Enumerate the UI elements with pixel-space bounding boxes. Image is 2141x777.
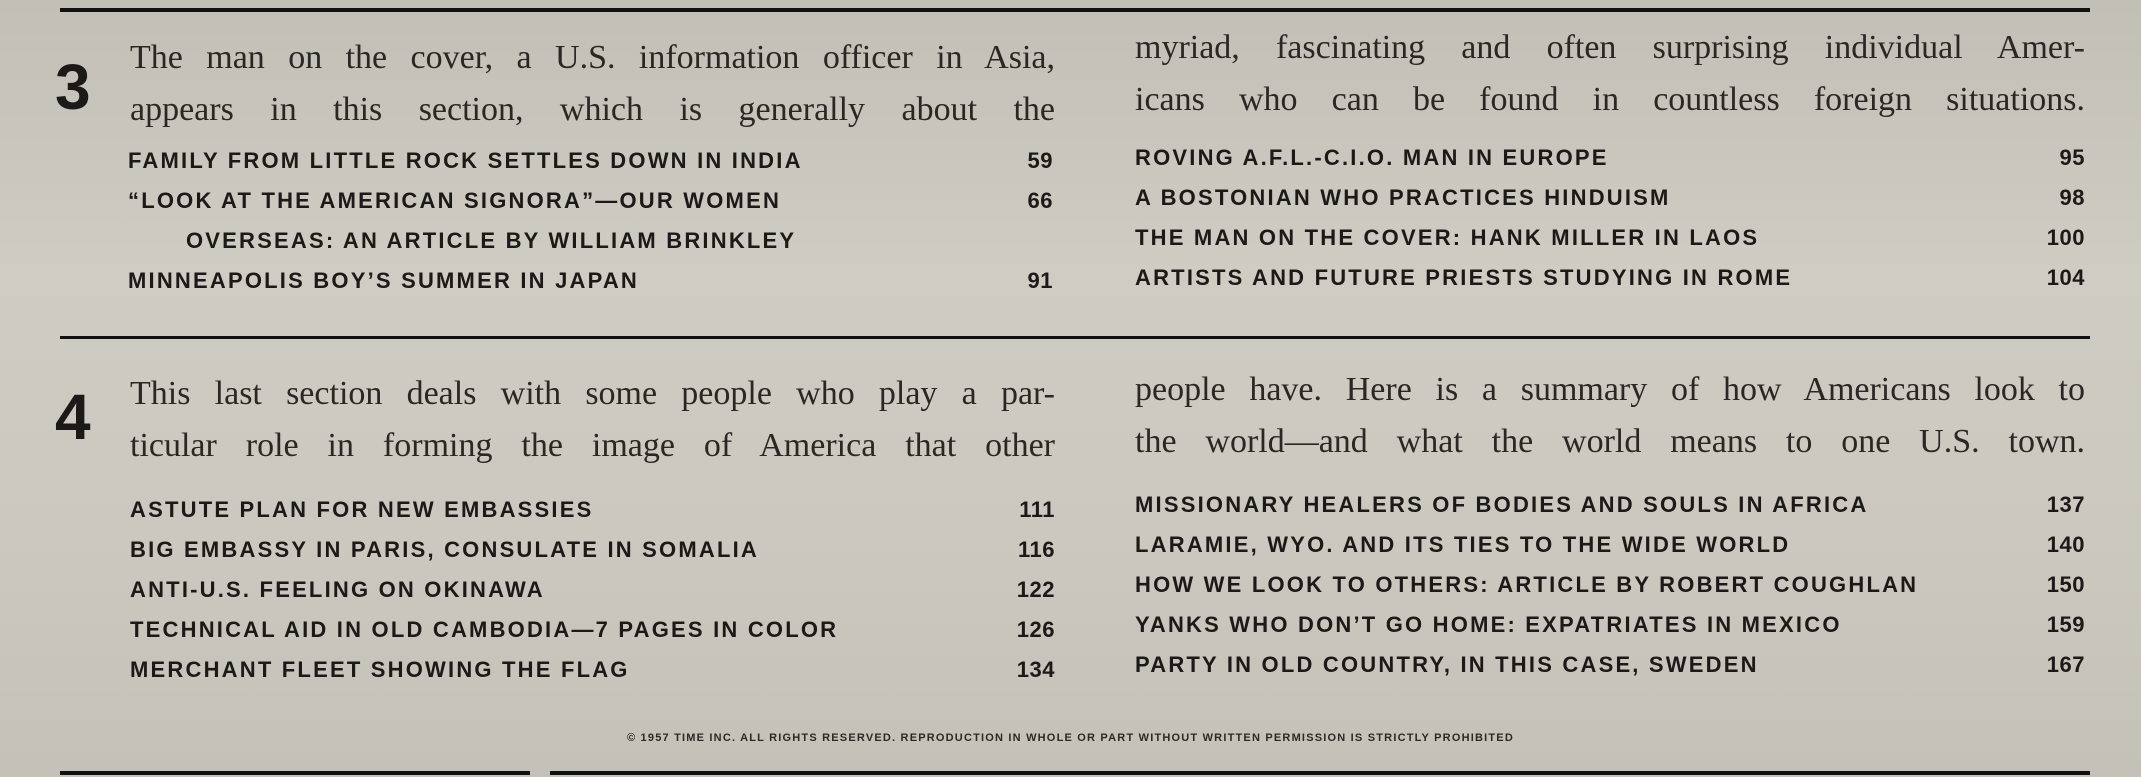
list-item [128,141,1053,181]
list-item [1135,525,2085,565]
list-item [128,181,1053,221]
list-item [1135,565,2085,605]
intro-line: people have. Here is a summary of how Americans look to [1135,371,2085,408]
page-number: 116 [1018,537,1055,562]
article-title: MINNEAPOLIS BOY’S SUMMER IN JAPAN [128,268,640,293]
page-number: 100 [2046,225,2085,250]
section-4-number: 4 [55,381,91,453]
list-item [128,221,1053,261]
list-item [130,610,1055,650]
list-item [1135,258,2085,298]
page-number: 59 [1027,148,1053,173]
list-item [130,530,1055,570]
article-title: YANKS WHO DON’T GO HOME: EXPATRIATES IN MEXICO [1135,612,1842,637]
section-4-intro-right [1135,364,2085,468]
article-title: ANTI-U.S. FEELING ON OKINAWA [130,577,545,602]
section-divider-rule [60,336,2090,339]
page-number: 95 [2059,145,2085,170]
article-title: ARTISTS AND FUTURE PRIESTS STUDYING IN ROME [1135,265,1793,290]
page-number: 126 [1016,617,1055,642]
intro-line: ticular role in forming the image of America that other [130,427,1055,464]
copyright-footer: © 1957 TIME INC. ALL RIGHTS RESERVED. REPRODUCTION IN WHOLE OR PART WITHOUT WRITTEN PERMISSION IS STRICTLY PROHIBITED [627,732,1514,744]
intro-line: myriad, fascinating and often surprising individual Amer- [1135,29,2085,66]
page-number: 137 [2046,492,2085,517]
article-title: PARTY IN OLD COUNTRY, IN THIS CASE, SWEDEN [1135,652,1759,677]
section-3-intro-left [130,32,1055,136]
article-title: BIG EMBASSY IN PARIS, CONSULATE IN SOMALIA [130,537,759,562]
intro-line: appears in this section, which is generally about the [130,91,1055,128]
list-item [1135,645,2085,685]
section-4-intro-left [130,368,1055,472]
article-title: ASTUTE PLAN FOR NEW EMBASSIES [130,497,594,522]
article-title: ROVING A.F.L.-C.I.O. MAN IN EUROPE [1135,145,1609,170]
article-title: FAMILY FROM LITTLE ROCK SETTLES DOWN IN INDIA [128,148,803,173]
section-3-right-list [1135,138,2085,298]
section-3-number: 3 [55,51,91,123]
section-4-left-list [130,490,1055,690]
section-4-right-list [1135,485,2085,685]
page-number: 159 [2046,612,2085,637]
page-number: 150 [2046,572,2085,597]
article-title: A BOSTONIAN WHO PRACTICES HINDUISM [1135,185,1671,210]
bottom-rule-left [60,771,530,775]
intro-line: The man on the cover, a U.S. information officer in Asia, [130,39,1055,76]
list-item [130,490,1055,530]
intro-line: This last section deals with some people who play a par- [130,375,1055,412]
list-item [1135,605,2085,645]
top-rule [60,8,2090,12]
bottom-rule-right [550,771,2090,775]
page-number: 111 [1019,497,1055,522]
article-title: THE MAN ON THE COVER: HANK MILLER IN LAOS [1135,225,1760,250]
article-title: “LOOK AT THE AMERICAN SIGNORA”—OUR WOMEN [128,188,782,213]
article-title: MERCHANT FLEET SHOWING THE FLAG [130,657,630,682]
page-number: 104 [2046,265,2085,290]
list-item [1135,485,2085,525]
intro-line: icans who can be found in countless foreign situations. [1135,81,2085,118]
page-number: 140 [2046,532,2085,557]
list-item [130,650,1055,690]
article-title: HOW WE LOOK TO OTHERS: ARTICLE BY ROBERT COUGHLAN [1135,572,1919,597]
article-title: OVERSEAS: AN ARTICLE BY WILLIAM BRINKLEY [186,228,797,253]
intro-line: the world—and what the world means to one U.S. town. [1135,423,2085,460]
page-number: 122 [1016,577,1055,602]
section-3-left-list [128,141,1053,301]
page-number: 134 [1016,657,1055,682]
list-item [128,261,1053,301]
article-title: LARAMIE, WYO. AND ITS TIES TO THE WIDE WORLD [1135,532,1791,557]
list-item [1135,178,2085,218]
article-title: TECHNICAL AID IN OLD CAMBODIA—7 PAGES IN COLOR [130,617,839,642]
page-number: 91 [1027,268,1053,293]
page-number: 98 [2059,185,2085,210]
list-item [1135,218,2085,258]
list-item [1135,138,2085,178]
list-item [130,570,1055,610]
page-number: 167 [2046,652,2085,677]
page-number: 66 [1027,188,1053,213]
article-title: MISSIONARY HEALERS OF BODIES AND SOULS IN AFRICA [1135,492,1869,517]
section-3-intro-right [1135,22,2085,126]
